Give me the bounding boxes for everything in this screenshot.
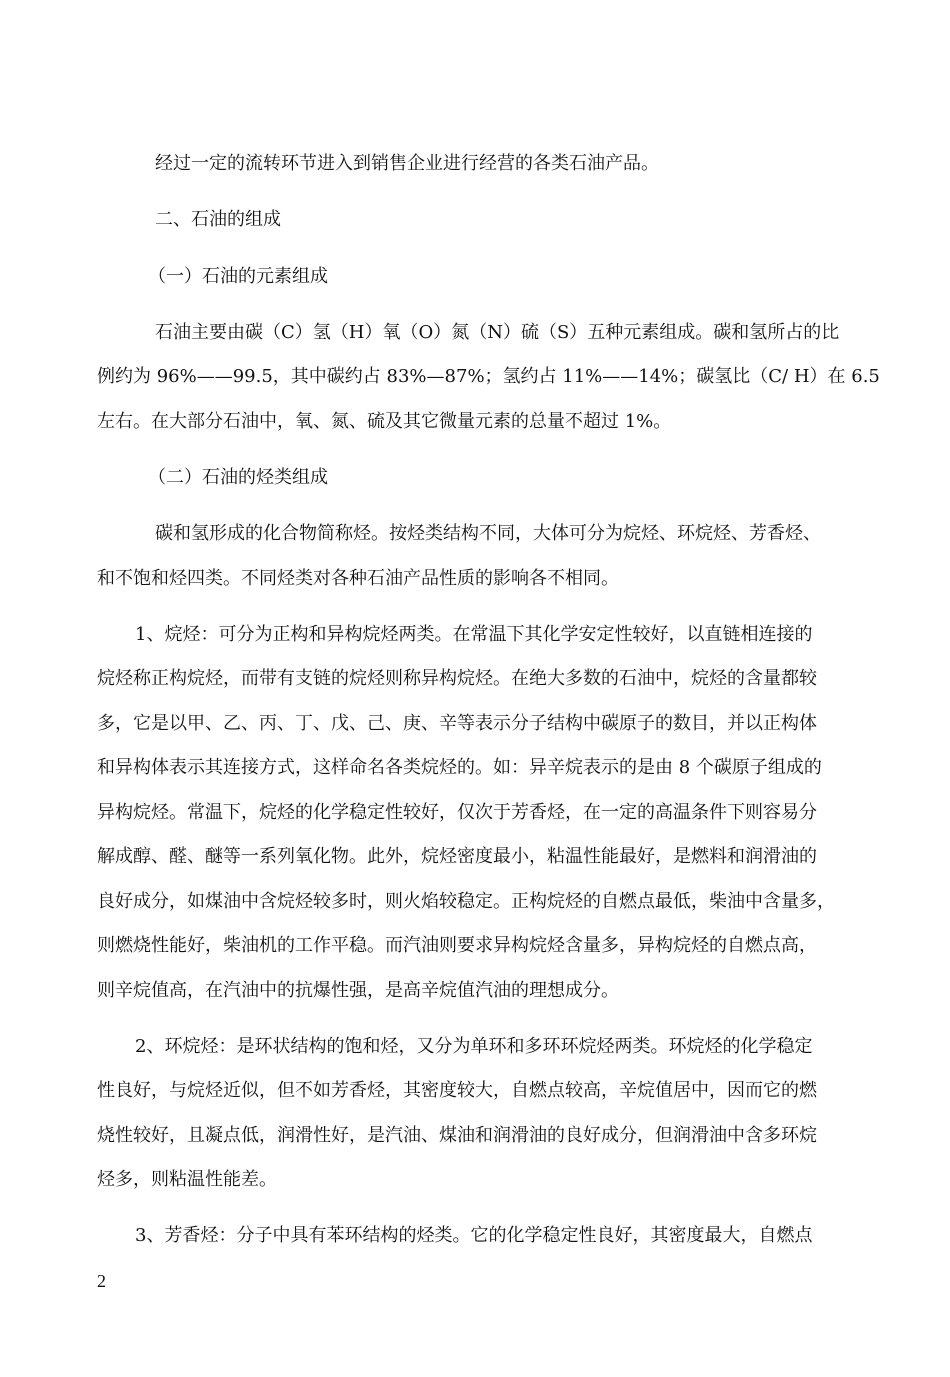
paragraph-line: 烧性较好，且凝点低，润滑性好，是汽油、煤油和润滑油的良好成分，但润滑油中含多环烷	[97, 1125, 817, 1146]
subsection-heading: （一）石油的元素组成	[148, 266, 328, 287]
paragraph-line: 2、环烷烃：是环状结构的饱和烃，又分为单环和多环环烷烃两类。环烷烃的化学稳定	[135, 1036, 813, 1057]
paragraph-line: 则辛烷值高，在汽油中的抗爆性强，是高辛烷值汽油的理想成分。	[97, 980, 619, 1001]
subsection-heading: （二）石油的烃类组成	[148, 467, 328, 488]
paragraph-line: 异构烷烃。常温下，烷烃的化学稳定性较好，仅次于芳香烃，在一定的高温条件下则容易分	[97, 802, 817, 823]
page-number: 2	[97, 1271, 106, 1291]
paragraph-line: 解成醇、醛、醚等一系列氧化物。此外，烷烃密度最小，粘温性能最好，是燃料和润滑油的	[97, 846, 817, 867]
paragraph-line: 例约为 96%——99.5，其中碳约占 83%—87%；氢约占 11%——14%；碳氢比（C/ H）在 6.5	[97, 366, 880, 387]
section-heading: 二、石油的组成	[155, 209, 281, 230]
paragraph-line: 则燃烧性能好，柴油机的工作平稳。而汽油则要求异构烷烃含量多，异构烷烃的自燃点高，	[97, 935, 817, 956]
paragraph-line: 多，它是以甲、乙、丙、丁、戊、己、庚、辛等表示分子结构中碳原子的数目，并以正构体	[97, 713, 817, 734]
paragraph-line: 和不饱和烃四类。不同烃类对各种石油产品性质的影响各不相同。	[97, 568, 619, 589]
paragraph-line: 3、芳香烃：分子中具有苯环结构的烃类。它的化学稳定性良好，其密度最大，自燃点	[135, 1225, 813, 1246]
paragraph-line: 烷烃称正构烷烃，而带有支链的烷烃则称异构烷烃。在绝大多数的石油中，烷烃的含量都较	[97, 668, 817, 689]
paragraph-line: 碳和氢形成的化合物简称烃。按烃类结构不同，大体可分为烷烃、环烷烃、芳香烃、	[155, 523, 821, 544]
paragraph-line: 经过一定的流转环节进入到销售企业进行经营的各类石油产品。	[155, 153, 659, 174]
paragraph-line: 烃多，则粘温性能差。	[97, 1169, 277, 1190]
paragraph-line: 良好成分，如煤油中含烷烃较多时，则火焰较稳定。正构烷烃的自燃点最低，柴油中含量多，	[97, 891, 835, 912]
paragraph-line: 和异构体表示其连接方式，这样命名各类烷烃的。如：异辛烷表示的是由 8 个碳原子组成的	[97, 757, 822, 778]
paragraph-line: 1、烷烃：可分为正构和异构烷烃两类。在常温下其化学安定性较好，以直链相连接的	[135, 624, 813, 645]
paragraph-line: 左右。在大部分石油中，氧、氮、硫及其它微量元素的总量不超过 1%。	[97, 411, 672, 432]
paragraph-line: 性良好，与烷烃近似，但不如芳香烃，其密度较大，自燃点较高，辛烷值居中，因而它的燃	[97, 1080, 817, 1101]
paragraph-line: 石油主要由碳（C）氢（H）氧（O）氮（N）硫（S）五种元素组成。碳和氢所占的比	[155, 322, 840, 343]
